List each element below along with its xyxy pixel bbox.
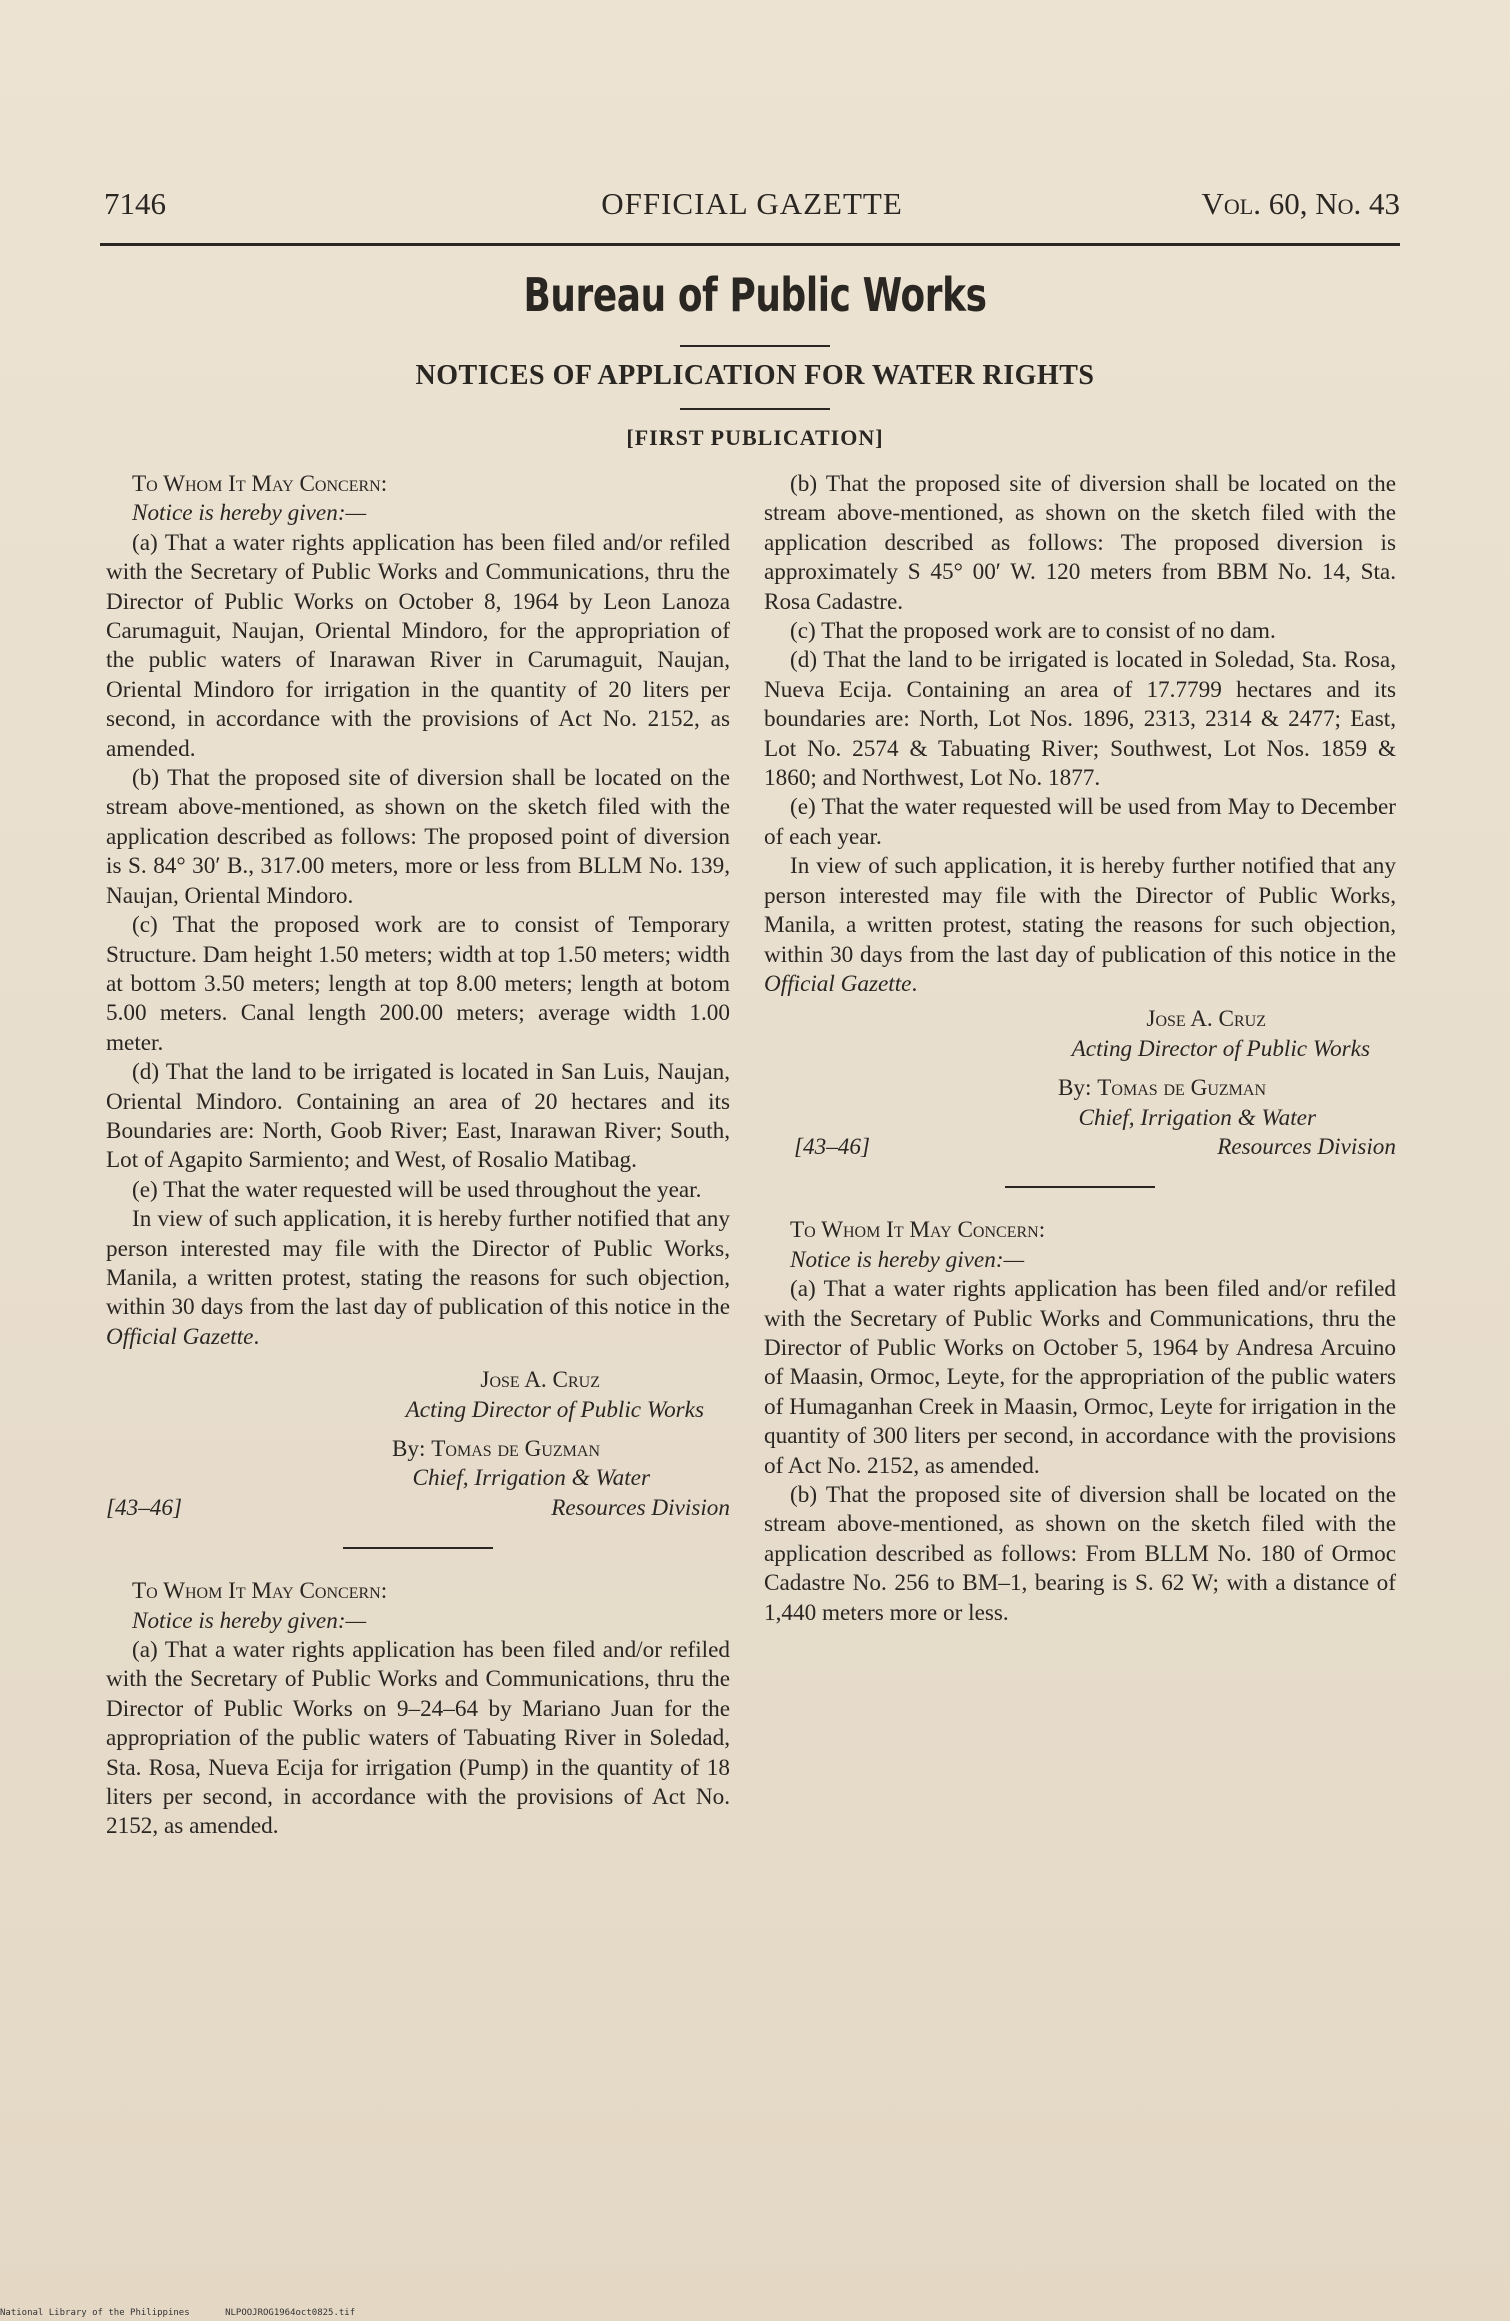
bureau-title: Bureau of Public Works (523, 268, 987, 322)
scan-footer (0, 2308, 385, 2318)
right-column (764, 470, 1396, 1628)
volume-number: Vol. 60, No. 43 (1201, 186, 1400, 221)
reference-number: [43–46] (106, 1494, 183, 1521)
by-name: Tomas de Guzman (1097, 1075, 1266, 1102)
signer-title: Acting Director of Public Works (405, 1396, 704, 1423)
paragraph-a: (a) That a water rights application has been filed and/or refiled with the Secretary of Public Works and Communications, thru the Director of Public Works on October 8, 1964 by Leon Lanoza Carumaguit, Naujan, Oriental Mindoro, for the appropriation of the public waters of Inarawan River in Carumaguit, Naujan, Oriental Mindoro for irrigation in the quantity of 20 liters per second, in accordance with the provisions of Act No. 2152, as amended. (106, 529, 730, 762)
reference-number: [43–46] (794, 1133, 871, 1160)
paragraph-b: (b) That the proposed site of diversion shall be located on the stream above-mentioned, as shown on the sketch filed with the application described as follows: From BLLM No. 180 of Ormoc Cadastre No. 256 to BM–1, bearing is S. 62 W; with a distance of 1,440 meters more or less. (764, 1482, 1396, 1626)
by-label: By: (1057, 1075, 1092, 1102)
page-number: 7146 (104, 186, 166, 221)
closing-paragraph (106, 1205, 730, 1352)
section-title: NOTICES OF APPLICATION FOR WATER RIGHTS (415, 360, 1095, 391)
closing-end: . (911, 970, 918, 997)
closing-end: . (253, 1323, 260, 1350)
paragraph-c: (c) That the proposed work are to consist of Temporary Structure. Dam height 1.50 meters; width at top 1.50 meters; width at bottom 3.50 meters; length at top 8.00 meters; length at botom 5.00 meters. Canal length 200.00 meters; average width 1.00 meter. (106, 912, 730, 1056)
notice-given: Notice is hereby given:— (132, 500, 367, 527)
closing-text: In view of such application, it is hereby further notified that any person interested may file with the Director of Public Works, Manila, a written protest, stating the reasons for such objection, within 30 days from the last day of publication of this notice in the (106, 1206, 730, 1321)
header-rule (100, 243, 1400, 246)
library-credit: National Library of the Philippines (0, 2308, 190, 2318)
signature-block (764, 1005, 1396, 1162)
by-line (106, 1435, 730, 1464)
signer-title: Acting Director of Public Works (1071, 1035, 1370, 1062)
file-name: NLPOOJROG1964oct0825.tif (225, 2308, 356, 2318)
division-name: Resources Division (551, 1494, 730, 1521)
by-name: Tomas de Guzman (431, 1436, 600, 1462)
salutation: To Whom It May Concern: (132, 1578, 388, 1605)
chief-title: Chief, Irrigation & Water (412, 1465, 650, 1492)
by-label: By: (391, 1436, 426, 1462)
left-column (106, 470, 730, 1842)
division-line (106, 1494, 730, 1523)
gazette-name: Official Gazette (106, 1323, 254, 1350)
division-line (764, 1133, 1396, 1162)
gazette-name: Official Gazette (764, 970, 912, 997)
section-rule (680, 408, 830, 410)
notice-given: Notice is hereby given:— (790, 1246, 1025, 1273)
title-rule (680, 345, 830, 347)
signer-name: Jose A. Cruz (480, 1367, 600, 1394)
paragraph-c: (c) That the proposed work are to consist of no dam. (790, 618, 1276, 645)
salutation: To Whom It May Concern: (790, 1217, 1046, 1244)
salutation: To Whom It May Concern: (132, 471, 388, 497)
paragraph-d: (d) That the land to be irrigated is located in Soledad, Sta. Rosa, Nueva Ecija. Containing an area of 17.7799 hectares and its boundaries are: North, Lot Nos. 1896, 2313, 2314 & 2477; East, Lot No. 2574 & Tabuating River; Southwest, Lot Nos. 1859 & 1860; and Northwest, Lot No. 1877. (764, 647, 1396, 792)
publication-note: [FIRST PUBLICATION] (626, 425, 884, 450)
division-name: Resources Division (1217, 1133, 1396, 1160)
paragraph-e: (e) That the water requested will be used from May to December of each year. (764, 794, 1396, 850)
running-head (104, 186, 1400, 226)
chief-title: Chief, Irrigation & Water (1078, 1104, 1316, 1131)
publication-title: OFFICIAL GAZETTE (601, 186, 903, 221)
paragraph-a-text: (a) That a water rights application has been filed and/or refiled with the Secretary of Public Works and Communications, thru the Director of Public Works on 9–24–64 by Mariano Juan for the appropriation of the public waters of Tabuating River in Soledad, Sta. Rosa, Nueva Ecija for irrigation (Pump) in the quantity of 18 liters per second, in accordance with the provisions of Act No. 2152, as amended. (106, 1637, 730, 1840)
by-line (764, 1074, 1396, 1103)
signer-name: Jose A. Cruz (1146, 1006, 1266, 1033)
paragraph-b: (b) That the proposed site of diversion shall be located on the stream above-mentioned, as shown on the sketch filed with the application described as follows: The proposed diversion is approximately S 45° 00′ W. 120 meters from BBM No. 14, Sta. Rosa Cadastre. (764, 471, 1396, 615)
paragraph-b: (b) That the proposed site of diversion shall be located on the stream above-mentioned, as shown on the sketch filed with the application described as follows: The proposed point of diversion is S. 84° 30′ B., 317.00 meters, more or less from BLLM No. 139, Naujan, Oriental Mindoro. (106, 765, 730, 909)
separator-rule (343, 1547, 493, 1549)
paragraph-e: (e) That the water requested will be used throughout the year. (132, 1176, 702, 1203)
separator-rule (1005, 1186, 1155, 1188)
closing-paragraph (764, 852, 1396, 999)
paragraph-a: (a) That a water rights application has been filed and/or refiled with the Secretary of Public Works and Communications, thru the Director of Public Works on October 5, 1964 by Andresa Arcuino of Maasin, Ormoc, Leyte, for the appropriation of the public waters of Humaganhan Creek in Maasin, Ormoc, Leyte for irrigation in the quantity of 300 liters per second, in accordance with the provisions of Act No. 2152, as amended. (764, 1276, 1396, 1479)
closing-text: In view of such application, it is hereby further notified that any person interested may file with the Director of Public Works, Manila, a written protest, stating the reasons for such objection, within 30 days from the last day of publication of this notice in the (764, 853, 1396, 968)
signature-block (106, 1366, 730, 1523)
notice-given: Notice is hereby given:— (132, 1607, 367, 1634)
paragraph-d: (d) That the land to be irrigated is located in San Luis, Naujan, Oriental Mindoro. Containing an area of 20 hectares and its Boundaries are: North, Goob River; East, Inarawan River; South, Lot of Agapito Sarmiento; and West, of Rosalio Matibag. (106, 1059, 730, 1174)
paragraph-a (106, 1636, 730, 1842)
